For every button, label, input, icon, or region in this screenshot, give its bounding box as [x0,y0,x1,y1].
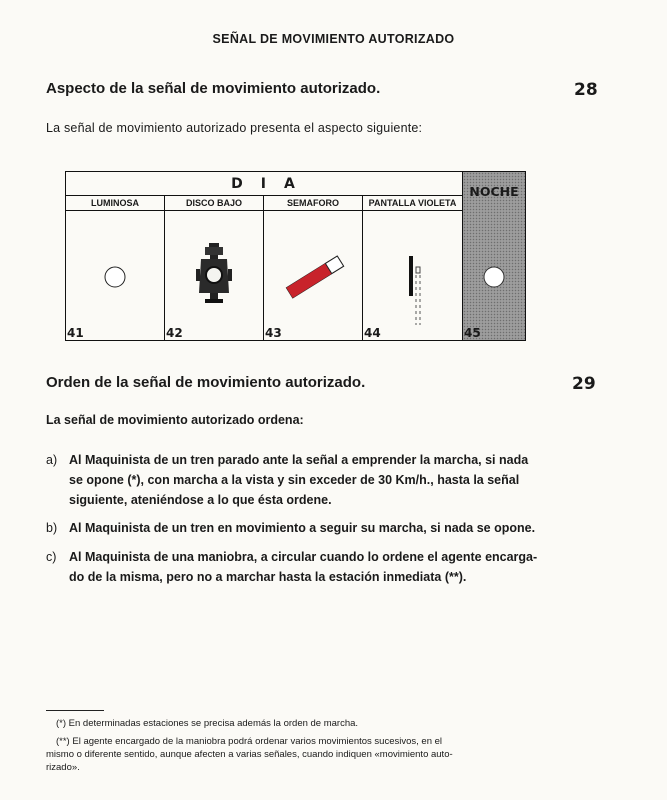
col-header-disco-bajo: DISCO BAJO [165,196,264,211]
item-line: Al Maquinista de un tren parado ante la señal a emprender la marcha, si nada [69,453,529,467]
item-label: c) [46,550,57,564]
list-item-c [46,547,566,587]
item-label: b) [46,521,58,535]
cell-number: 44 [364,326,381,340]
dia-letter: I [260,176,268,192]
section-29-number: 29 [572,374,596,394]
footnote-2 [46,735,556,774]
lantern-icon [165,211,264,340]
list-item-a [46,450,566,510]
item-line: se opone (*), con marcha a la vista y sin exceder de 30 Km/h., hasta la señal [69,473,520,487]
col-header-semaforo: SEMAFORO [264,196,363,211]
footnote-line: (**) El agente encargado de la maniobra podrá ordenar varios movimientos sucesivos, en el [56,736,443,747]
cell-luminosa [66,211,165,340]
footnote-line: rizado». [46,762,80,773]
cell-number: 43 [265,326,282,340]
night-light-icon [463,211,525,340]
footnote-1 [46,717,556,730]
section-28-number: 28 [574,80,598,100]
cell-semaforo [264,211,363,340]
item-line: siguiente, ateniéndose a lo que ésta ordene. [69,493,332,507]
item-line: do de la misma, pero no a marchar hasta la estación inmediata (**). [69,570,467,584]
cell-number: 42 [166,326,183,340]
page-title: SEÑAL DE MOVIMIENTO AUTORIZADO [212,32,455,46]
noche-header: NOCHE [469,184,519,199]
section-28-title: Aspecto de la señal de movimiento autorizado. [46,80,381,97]
section-29-title: Orden de la señal de movimiento autorizado. [46,374,366,391]
cell-noche [463,211,525,340]
item-line: Al Maquinista de una maniobra, a circular cuando lo ordene el agente encarga- [69,550,538,564]
col-header-pantalla-violeta: PANTALLA VIOLETA [363,196,463,211]
col-header-luminosa: LUMINOSA [66,196,165,211]
cell-disco-bajo [165,211,264,340]
dia-letter: D [231,176,245,192]
violet-screen-icon [363,211,463,340]
cell-pantalla-violeta [363,211,463,340]
footnote-line: mismo o diferente sentido, aunque afecten a varias señales, cuando indiquen «movimiento auto- [46,749,453,760]
cell-number: 41 [67,326,84,340]
item-line: Al Maquinista de un tren en movimiento a seguir su marcha, si nada se opone. [69,521,536,535]
footnote-line: (*) En determinadas estaciones se precisa además la orden de marcha. [56,718,359,729]
dia-header [66,172,463,196]
footnote-divider [46,710,104,711]
signal-aspect-table [65,171,526,341]
section-29-intro: La señal de movimiento autorizado ordena: [46,413,304,427]
dia-letter: A [284,176,297,192]
semaphore-arm-icon [264,211,363,340]
item-label: a) [46,453,58,467]
section-28-intro: La señal de movimiento autorizado presenta el aspecto siguiente: [46,121,423,135]
white-light-icon [66,211,165,340]
list-item-b [46,518,566,538]
cell-number: 45 [464,326,481,340]
